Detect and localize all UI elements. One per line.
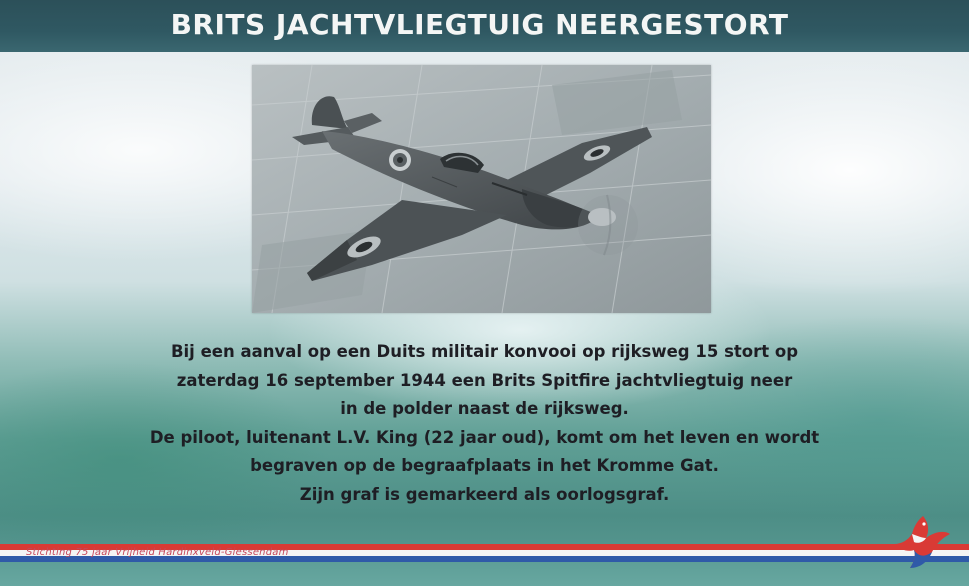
body-line-2: zaterdag 16 september 1944 een Brits Spitfire jachtvliegtuig neer [176, 370, 793, 390]
sign-body-text [0, 338, 969, 509]
title-bar [0, 0, 969, 52]
dove-logo-icon [888, 508, 958, 578]
body-line-1: Bij een aanval op een Duits militair konvooi op rijksweg 15 stort op [170, 342, 799, 361]
body-line-5: begraven op de begraafplaats in het Kromme Gat. [250, 456, 719, 475]
body-line-3: in de polder naast de rijksweg. [340, 399, 629, 418]
stripe-bottom [0, 562, 969, 586]
body-line-6: Zijn graf is gemarkeerd als oorlogsgraf. [299, 484, 670, 504]
body-line-4: De piloot, luitenant L.V. King (22 jaar oud), komt om het leven en wordt [149, 427, 820, 447]
sign-title: BRITS JACHTVLIEGTUIG NEERGESTORT [170, 7, 789, 41]
spitfire-photo [252, 65, 711, 313]
footer-foundation-name: Stichting 75 jaar Vrijheid Hardinxveld-Giessendam [26, 547, 289, 558]
spitfire-image [252, 65, 711, 313]
